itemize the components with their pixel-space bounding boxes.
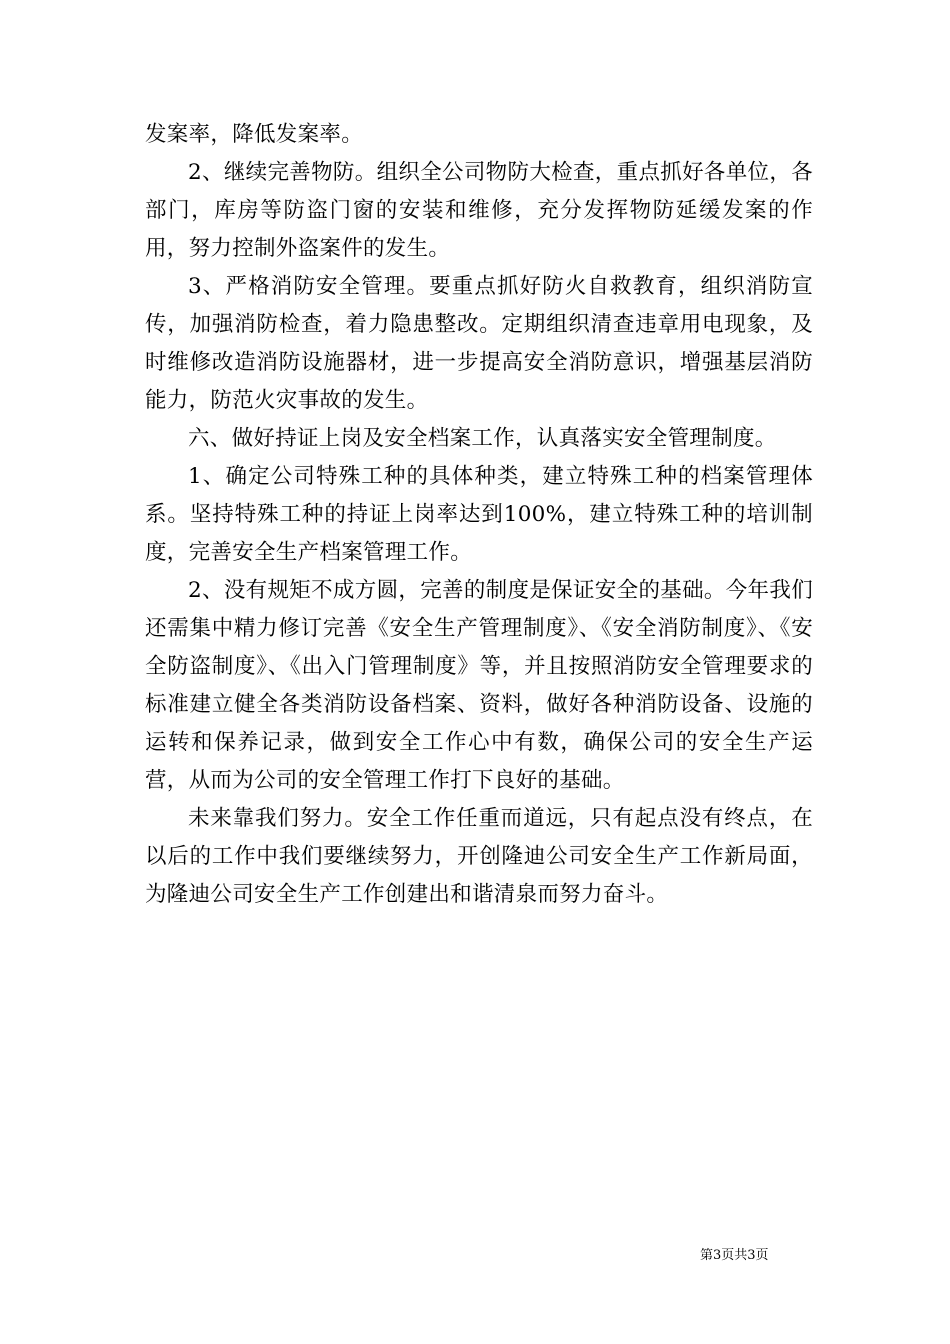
paragraph-5: 1、确定公司特殊工种的具体种类，建立特殊工种的档案管理体系。坚持特殊工种的持证上岗率达到100%，建立特殊工种的培训制度，完善安全生产档案管理工作。 [145, 464, 813, 565]
document-body [145, 116, 813, 914]
paragraph-6: 2、没有规矩不成方圆，完善的制度是保证安全的基础。今年我们还需集中精力修订完善《安全生产管理制度》、《安全消防制度》、《安全防盗制度》、《出入门管理制度》等，并且按照消防安全管理要求的标准建立健全各类消防设备档案、资料，做好各种消防设备、设施的运转和保养记录，做到安全工作心中有数，确保公司的安全生产运营，从而为公司的安全管理工作打下良好的基础。 [145, 578, 813, 793]
page-number: 第3页共3页 [700, 1248, 769, 1263]
paragraph-2: 2、继续完善物防。组织全公司物防大检查，重点抓好各单位，各部门，库房等防盗门窗的安装和维修，充分发挥物防延缓发案的作用，努力控制外盗案件的发生。 [145, 160, 813, 261]
section-heading-6: 六、做好持证上岗及安全档案工作，认真落实安全管理制度。 [188, 426, 777, 451]
closing-paragraph: 未来靠我们努力。安全工作任重而道远，只有起点没有终点，在以后的工作中我们要继续努力，开创隆迪公司安全生产工作新局面，为隆迪公司安全生产工作创建出和谐清泉而努力奋斗。 [145, 806, 813, 907]
paragraph-3: 3、严格消防安全管理。要重点抓好防火自救教育，组织消防宣传，加强消防检查，着力隐患整改。定期组织清查违章用电现象，及时维修改造消防设施器材，进一步提高安全消防意识，增强基层消防能力，防范火灾事故的发生。 [145, 274, 813, 413]
paragraph-1: 发案率，降低发案率。 [145, 122, 364, 147]
